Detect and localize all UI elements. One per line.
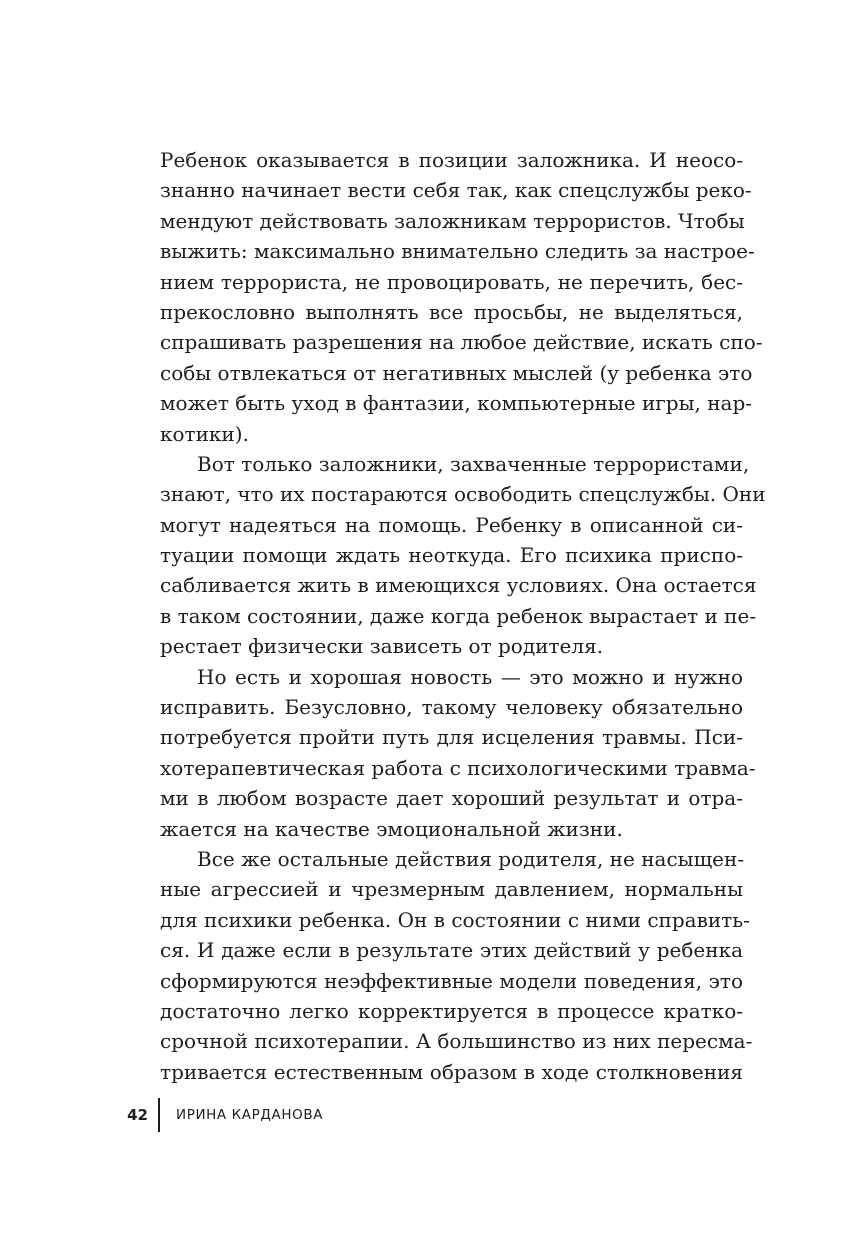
text-line: тривается естественным образом в ходе столкновения: [160, 1059, 743, 1084]
text-line: нием террориста, не провоцировать, не перечить, бес-: [160, 269, 743, 294]
text-line: достаточно легко корректируется в процессе кратко-: [160, 998, 743, 1023]
text-line: срочной психотерапии. А большинство из них пересма-: [160, 1029, 753, 1054]
text-line: выжить: максимально внимательно следить за настрое-: [160, 239, 755, 264]
text-line: собы отвлекаться от негативных мыслей (у ребенка это: [160, 360, 753, 385]
text-line: для психики ребенка. Он в состоянии с ними справить-: [160, 907, 750, 932]
running-footer-author: ИРИНА КАРДАНОВА: [176, 1107, 324, 1123]
text-line: Все же остальные действия родителя, не насыщен-: [197, 846, 745, 871]
text-line: сформируются неэффективные модели поведения, это: [160, 968, 743, 993]
text-line: хотерапевтическая работа с психологическими травма-: [160, 755, 756, 780]
text-line: мендуют действовать заложникам террористов. Чтобы: [160, 208, 745, 233]
text-line: ся. И даже если в результате этих действий у ребенка: [160, 938, 743, 963]
text-line: сабливается жить в имеющихся условиях. Она остается: [160, 573, 757, 598]
text-line: туации помощи ждать неоткуда. Его психика приспо-: [160, 543, 743, 568]
text-line: котики).: [160, 421, 249, 446]
text-line: Вот только заложники, захваченные террористами,: [197, 451, 750, 476]
footer-divider: [158, 1098, 160, 1132]
text-line: ные агрессией и чрезмерным давлением, нормальны: [160, 877, 743, 902]
text-line: потребуется пройти путь для исцеления травмы. Пси-: [160, 725, 743, 750]
page-number: 42: [127, 1106, 148, 1124]
text-line: прекословно выполнять все просьбы, не выделяться,: [160, 299, 743, 324]
text-line: могут надеяться на помощь. Ребенку в описанной си-: [160, 512, 743, 537]
page-footer: [0, 1098, 844, 1138]
text-line: знают, что их постараются освободить спецслужбы. Они: [160, 482, 766, 507]
text-line: Но есть и хорошая новость — это можно и нужно: [197, 664, 743, 689]
text-line: может быть уход в фантазии, компьютерные игры, нар-: [160, 391, 753, 416]
text-line: ми в любом возрасте дает хороший результат и отра-: [160, 786, 743, 811]
text-line: жается на качестве эмоциональной жизни.: [160, 816, 623, 841]
text-line: знанно начинает вести себя так, как спецслужбы реко-: [160, 178, 752, 203]
text-line: Ребенок оказывается в позиции заложника. И неосо-: [160, 148, 743, 172]
text-line: в таком состоянии, даже когда ребенок вырастает и пе-: [160, 603, 757, 628]
body-text: [160, 145, 766, 1087]
text-line: исправить. Безусловно, такому человеку обязательно: [160, 695, 743, 720]
text-line: рестает физически зависеть от родителя.: [160, 634, 604, 659]
text-line: спрашивать разрешения на любое действие, искать спо-: [160, 330, 763, 355]
